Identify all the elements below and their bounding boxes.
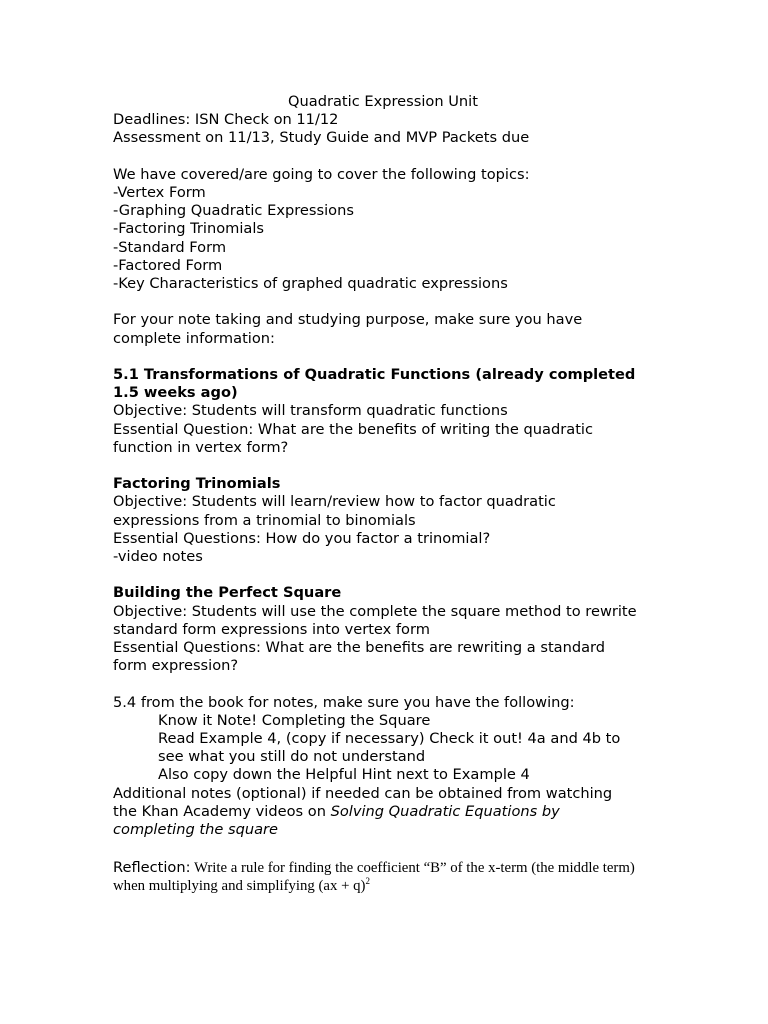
deadlines-line-1: Deadlines: ISN Check on 11/12: [113, 111, 339, 129]
book-notes-item: Know it Note! Completing the Square: [158, 711, 431, 729]
topics-intro: We have covered/are going to cover the following topics:: [113, 165, 530, 183]
topic-item: -Key Characteristics of graphed quadratic expressions: [113, 275, 508, 293]
section-heading-continued: 1.5 weeks ago): [113, 384, 238, 402]
additional-notes-prefix: the Khan Academy videos on: [113, 802, 331, 820]
topic-item: -Factoring Trinomials: [113, 220, 265, 238]
reflection-label: Reflection:: [113, 859, 191, 877]
essential-question-text-continued: form expression?: [113, 657, 239, 675]
essential-question-text: Essential Questions: How do you factor a trinomial?: [113, 529, 491, 547]
deadlines-line-2: Assessment on 11/13, Study Guide and MVP Packets due: [113, 129, 530, 147]
topic-item: -Graphing Quadratic Expressions: [113, 202, 354, 220]
section-factoring-trinomials: [113, 475, 673, 566]
section-heading: 5.1 Transformations of Quadratic Functions (already completed: [113, 366, 636, 383]
reflection-line-2: [113, 877, 673, 895]
reflection-prompt-continued: when multiplying and simplifying (ax + q): [113, 878, 366, 895]
purpose-line-1: For your note taking and studying purpose, make sure you have: [113, 311, 583, 329]
reflection-block: [113, 859, 673, 895]
document-page: [113, 93, 673, 896]
video-title: Solving Quadratic Equations by: [330, 802, 560, 820]
video-notes-text: -video notes: [113, 548, 203, 566]
topic-item: -Factored Form: [113, 256, 223, 274]
additional-notes-line-1: Additional notes (optional) if needed can be obtained from watching: [113, 784, 613, 802]
purpose-block: [113, 311, 673, 347]
deadlines-block: [113, 111, 673, 147]
book-notes-block: [113, 694, 673, 840]
video-title-continued: completing the square: [113, 821, 279, 839]
objective-text-continued: standard form expressions into vertex form: [113, 620, 430, 638]
purpose-line-2: complete information:: [113, 329, 275, 347]
essential-question-text-continued: function in vertex form?: [113, 438, 289, 456]
essential-question-text: Essential Question: What are the benefits of writing the quadratic: [113, 420, 594, 438]
objective-text: Objective: Students will learn/review how to factor quadratic: [113, 493, 556, 511]
section-heading: Building the Perfect Square: [113, 584, 342, 602]
book-notes-item: Also copy down the Helpful Hint next to Example 4: [158, 766, 530, 784]
book-notes-intro: 5.4 from the book for notes, make sure you have the following:: [113, 693, 575, 711]
objective-text-continued: expressions from a trinomial to binomials: [113, 511, 416, 529]
reflection-line-1: [113, 859, 673, 877]
section-transformations: [113, 366, 673, 457]
reflection-prompt: Write a rule for finding the coefficient “B” of the x-term (the middle term): [190, 860, 635, 877]
objective-text: Objective: Students will transform quadratic functions: [113, 402, 508, 420]
exponent: 2: [365, 876, 370, 887]
topics-block: [113, 166, 673, 293]
book-notes-item: Read Example 4, (copy if necessary) Check it out! 4a and 4b to: [158, 730, 621, 748]
section-heading: Factoring Trinomials: [113, 475, 281, 493]
additional-notes-line-2: [113, 803, 673, 821]
topic-item: -Standard Form: [113, 238, 227, 256]
objective-text: Objective: Students will use the complete the square method to rewrite: [113, 602, 637, 620]
document-title: Quadratic Expression Unit: [288, 93, 478, 110]
book-notes-item-continued: see what you still do not understand: [158, 748, 426, 766]
essential-question-text: Essential Questions: What are the benefits are rewriting a standard: [113, 639, 606, 657]
topic-item: -Vertex Form: [113, 184, 206, 201]
section-perfect-square: [113, 584, 673, 675]
